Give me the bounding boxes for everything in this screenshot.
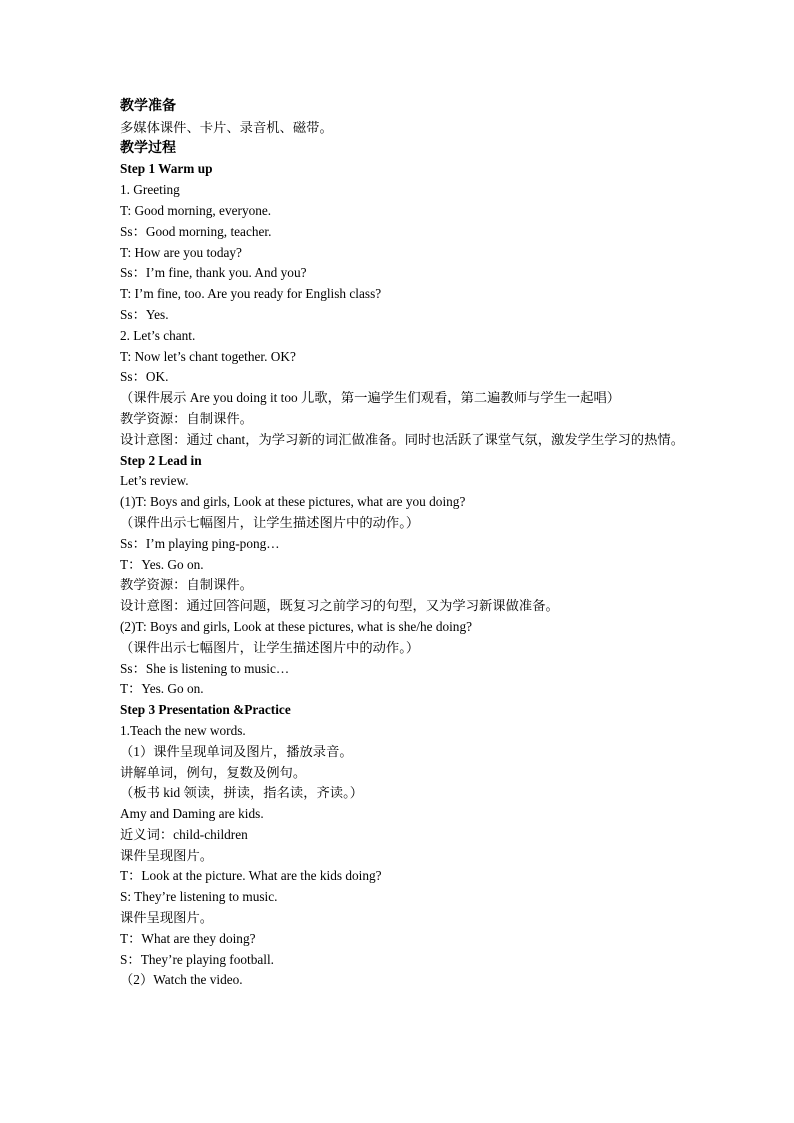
text-line: （课件出示七幅图片，让学生描述图片中的动作。） (120, 514, 420, 530)
text-line: （课件展示 Are you doing it too 儿歌，第一遍学生们观看，第二遍教师与学生一起唱） (120, 390, 621, 406)
text-line: 1.Teach the new words. (120, 722, 246, 738)
text-line: Ss：Good morning, teacher. (120, 223, 272, 239)
text-line: Ss：I’m fine, thank you. And you? (120, 265, 307, 281)
text-line: (2)T: Boys and girls, Look at these pictures, what is she/he doing? (120, 618, 473, 634)
text-line: 课件呈现图片。 (120, 910, 214, 926)
text-line: （2）Watch the video. (120, 972, 243, 988)
text-line: T: How are you today? (120, 244, 242, 260)
section-heading: 教学过程 (120, 140, 176, 156)
text-line: 教学资源：自制课件。 (120, 577, 253, 593)
text-line: T：What are they doing? (120, 930, 256, 946)
text-line: 设计意图：通过回答问题，既复习之前学习的句型，又为学习新课做准备。 (120, 598, 559, 614)
text-line: Ss：OK. (120, 369, 169, 385)
text-line: S: They’re listening to music. (120, 889, 278, 905)
document-page (120, 97, 690, 991)
text-line: Amy and Daming are kids. (120, 806, 264, 822)
text-line: （课件出示七幅图片，让学生描述图片中的动作。） (120, 639, 420, 655)
text-line: Ss：I’m playing ping-pong… (120, 535, 280, 551)
text-line: T: Good morning, everyone. (120, 202, 272, 218)
text-line: 讲解单词，例句，复数及例句。 (120, 764, 307, 780)
text-line: T: I’m fine, too. Are you ready for English class? (120, 286, 382, 302)
text-line: T：Look at the picture. What are the kids doing? (120, 868, 382, 884)
text-line: T: Now let’s chant together. OK? (120, 348, 296, 364)
text-line: 2. Let’s chant. (120, 327, 196, 343)
text-line: （板书 kid 领读，拼读，指名读，齐读。） (120, 785, 364, 801)
text-line: S：They’re playing football. (120, 951, 274, 967)
text-line: 多媒体课件、卡片、录音机、磁带。 (120, 119, 333, 135)
text-line: 课件呈现图片。 (120, 847, 214, 863)
text-line: 教学资源：自制课件。 (120, 410, 253, 426)
step-heading: Step 2 Lead in (120, 452, 202, 468)
text-line: (1)T: Boys and girls, Look at these pictures, what are you doing? (120, 494, 466, 510)
text-line: T：Yes. Go on. (120, 681, 204, 697)
text-line: Ss：She is listening to music… (120, 660, 290, 676)
text-line: T：Yes. Go on. (120, 556, 204, 572)
text-line: Ss：Yes. (120, 306, 169, 322)
section-heading: 教学准备 (120, 99, 176, 114)
text-line: Let’s review. (120, 473, 189, 489)
text-line: 设计意图：通过 chant，为学习新的词汇做准备。同时也活跃了课堂气氛，激发学生学习的热情。 (120, 431, 684, 447)
step-heading: Step 1 Warm up (120, 161, 213, 177)
text-line: 近义词：child-children (120, 826, 248, 842)
text-line: 1. Greeting (120, 182, 180, 198)
step-heading: Step 3 Presentation &Practice (120, 702, 291, 718)
text-line: （1）课件呈现单词及图片，播放录音。 (120, 743, 353, 759)
